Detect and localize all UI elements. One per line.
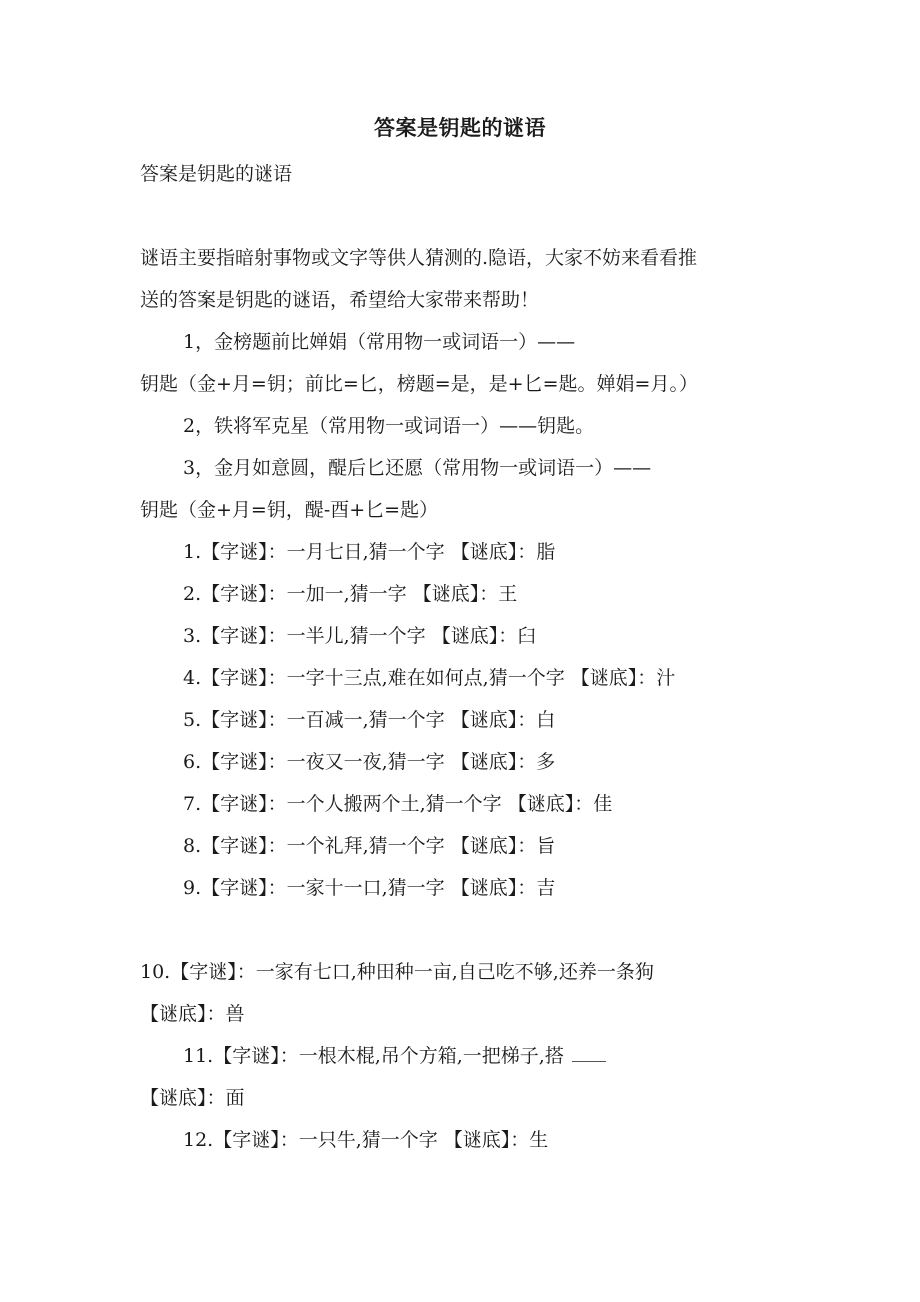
riddle-3-answer: 钥匙（金+月=钥，醍-酉+匕=匙）	[140, 499, 439, 521]
list-item: 5.【字谜】：一百减一,猜一个字 【谜底】：白	[183, 709, 556, 731]
list-item: 7.【字谜】：一个人搬两个土,猜一个字 【谜底】：佳	[183, 793, 613, 815]
document-title: 答案是钥匙的谜语	[374, 115, 546, 140]
list-item: 8.【字谜】：一个礼拜,猜一个字 【谜底】：旨	[183, 835, 556, 857]
item-12: 12.【字谜】：一只牛,猜一个字 【谜底】：生	[183, 1129, 549, 1151]
riddle-3-question: 3，金月如意圆，醍后匕还愿（常用物一或词语一）——	[183, 457, 652, 479]
list-item: 4.【字谜】：一字十三点,难在如何点,猜一个字 【谜底】：汁	[183, 667, 676, 689]
item-10-answer: 【谜底】：兽	[140, 1003, 245, 1025]
riddle-1-answer: 钥匙（金+月=钥；前比=匕，榜题=是，是+匕=匙。婵娟=月。）	[140, 373, 698, 395]
list-item: 9.【字谜】：一家十一口,猜一字 【谜底】：吉	[183, 877, 556, 899]
intro-line-2: 送的答案是钥匙的谜语，希望给大家带来帮助！	[140, 289, 540, 311]
item-10-question: 10.【字谜】：一家有七口,种田种一亩,自己吃不够,还养一条狗	[140, 961, 654, 983]
item-11-question	[183, 1041, 833, 1071]
list-item: 1.【字谜】：一月七日,猜一个字 【谜底】：脂	[183, 541, 556, 563]
riddle-1-question: 1，金榜题前比婵娟（常用物一或词语一）——	[183, 331, 576, 353]
intro-line-1: 谜语主要指暗射事物或文字等供人猜测的.隐语，大家不妨来看看推	[140, 247, 698, 269]
riddle-2: 2，铁将军克星（常用物一或词语一）——钥匙。	[183, 415, 595, 437]
list-item: 3.【字谜】：一半儿,猜一个字 【谜底】：臼	[183, 625, 537, 647]
subtitle: 答案是钥匙的谜语	[140, 163, 293, 185]
fill-blank	[572, 1043, 606, 1062]
item-11-answer: 【谜底】：面	[140, 1087, 245, 1109]
list-item: 6.【字谜】：一夜又一夜,猜一字 【谜底】：多	[183, 751, 556, 773]
item-11-text: 11.【字谜】：一根木棍,吊个方箱,一把梯子,搭	[183, 1045, 564, 1067]
list-item: 2.【字谜】：一加一,猜一字 【谜底】：王	[183, 583, 518, 605]
